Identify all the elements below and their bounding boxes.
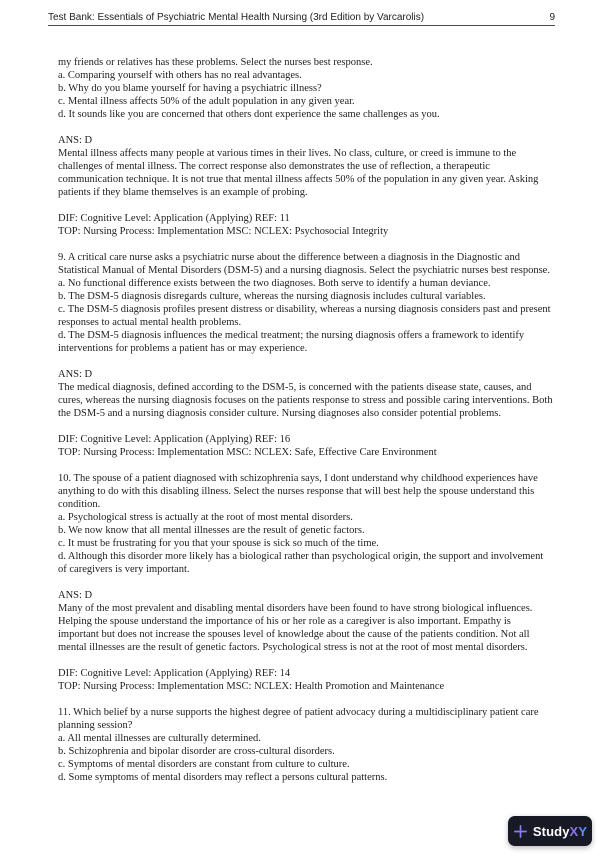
studyxy-logo[interactable] bbox=[508, 816, 592, 846]
logo-x-text: X bbox=[569, 823, 579, 839]
logo-y-text: Y bbox=[578, 823, 588, 839]
question-option-c: c. The DSM-5 diagnosis profiles present distress or disability, whereas a nursing diagnosis considers past and present responses to actual mental health problems. bbox=[58, 304, 551, 328]
question-stem: 11. Which belief by a nurse supports the highest degree of patient advocacy during a multidisciplinary patient care planning session? bbox=[58, 707, 539, 731]
question-stem: my friends or relatives has these problems. Select the nurses best response. bbox=[58, 57, 373, 68]
dif-line: DIF: Cognitive Level: Application (Applying) REF: 11 bbox=[58, 213, 290, 224]
question-option-d: d. Although this disorder more likely has a biological rather than psychological origin, the support and involvement of caregivers is very important. bbox=[58, 551, 544, 575]
top-line: TOP: Nursing Process: Implementation MSC: NCLEX: Health Promotion and Maintenance bbox=[58, 681, 445, 692]
logo-wordmark bbox=[533, 824, 587, 839]
header-title: Test Bank: Essentials of Psychiatric Mental Health Nursing (3rd Edition by Varcarolis) bbox=[48, 12, 425, 23]
question-option-a: a. Psychological stress is actually at the root of most mental disorders. bbox=[58, 512, 353, 523]
question-option-a: a. No functional difference exists between the two diagnoses. Both serve to identify a human deviance. bbox=[58, 278, 491, 289]
question-option-d: d. Some symptoms of mental disorders may reflect a persons cultural patterns. bbox=[58, 772, 388, 783]
answer-block-9 bbox=[58, 368, 553, 420]
question-option-b: b. Schizophrenia and bipolar disorder are cross-cultural disorders. bbox=[58, 746, 335, 757]
answer-rationale: The medical diagnosis, defined according to the DSM-5, is concerned with the patients disease state, causes, and cures, whereas the nursing diagnosis focuses on the patients response to stress and possible caring interventions. Both the DSM-5 and a nursing diagnosis consider culture. Nursing diagnoses also consider potential problems. bbox=[58, 382, 553, 419]
plus-icon bbox=[513, 824, 528, 839]
document-body bbox=[58, 56, 553, 797]
question-9 bbox=[58, 251, 553, 355]
question-option-c: c. Mental illness affects 50% of the adult population in any given year. bbox=[58, 96, 355, 107]
meta-block-8 bbox=[58, 212, 553, 238]
question-option-c: c. Symptoms of mental disorders are constant from culture to culture. bbox=[58, 759, 350, 770]
meta-block-9 bbox=[58, 433, 553, 459]
answer-block-8 bbox=[58, 134, 553, 199]
page-number: 9 bbox=[549, 12, 555, 23]
question-option-d: d. The DSM-5 diagnosis influences the medical treatment; the nursing diagnosis offers a framework to identify interventions for problems a patient has or may experience. bbox=[58, 330, 525, 354]
question-option-b: b. The DSM-5 diagnosis disregards culture, whereas the nursing diagnosis includes cultural variables. bbox=[58, 291, 486, 302]
answer-label: ANS: D bbox=[58, 369, 93, 380]
question-stem: 10. The spouse of a patient diagnosed with schizophrenia says, I dont understand why childhood experiences have anything to do with this disabling illness. Select the nurses response that will best help the spouse understand this condition. bbox=[58, 473, 538, 510]
question-option-a: a. Comparing yourself with others has no real advantages. bbox=[58, 70, 302, 81]
dif-line: DIF: Cognitive Level: Application (Applying) REF: 16 bbox=[58, 434, 291, 445]
question-8-continuation bbox=[58, 56, 553, 121]
answer-label: ANS: D bbox=[58, 135, 93, 146]
question-option-b: b. We now know that all mental illnesses are the result of genetic factors. bbox=[58, 525, 365, 536]
answer-rationale: Mental illness affects many people at various times in their lives. No class, culture, or creed is immune to the challenges of mental illness. The correct response also demonstrates the use of reflection, a therapeutic communication technique. It is not true that mental illness affects 50% of the population in any given year. Asking patients if they blame themselves is an example of probing. bbox=[58, 148, 539, 198]
meta-block-10 bbox=[58, 667, 553, 693]
page-header bbox=[48, 12, 555, 26]
question-10 bbox=[58, 472, 553, 576]
top-line: TOP: Nursing Process: Implementation MSC: NCLEX: Psychosocial Integrity bbox=[58, 226, 389, 237]
top-line: TOP: Nursing Process: Implementation MSC: NCLEX: Safe, Effective Care Environment bbox=[58, 447, 437, 458]
question-option-d: d. It sounds like you are concerned that others dont experience the same challenges as you. bbox=[58, 109, 440, 120]
question-option-c: c. It must be frustrating for you that your spouse is sick so much of the time. bbox=[58, 538, 379, 549]
question-stem: 9. A critical care nurse asks a psychiatric nurse about the difference between a diagnosis in the Diagnostic and Statistical Manual of Mental Disorders (DSM-5) and a nursing diagnosis. Select the psychiatric nurses best response. bbox=[58, 252, 550, 276]
answer-rationale: Many of the most prevalent and disabling mental disorders have been found to have strong biological influences. Helping the spouse understand the importance of his or her role as a caregiver is also important. Empathy is important but does not increase the spouses level of knowledge about the cause of the patients condition. Not all mental illnesses are the result of genetic factors. Psychological stress is not at the root of most mental disorders. bbox=[58, 603, 533, 653]
answer-block-10 bbox=[58, 589, 553, 654]
question-option-b: b. Why do you blame yourself for having a psychiatric illness? bbox=[58, 83, 322, 94]
question-11 bbox=[58, 706, 553, 784]
answer-label: ANS: D bbox=[58, 590, 93, 601]
logo-study-text: Study bbox=[532, 823, 570, 839]
dif-line: DIF: Cognitive Level: Application (Applying) REF: 14 bbox=[58, 668, 291, 679]
question-option-a: a. All mental illnesses are culturally determined. bbox=[58, 733, 261, 744]
